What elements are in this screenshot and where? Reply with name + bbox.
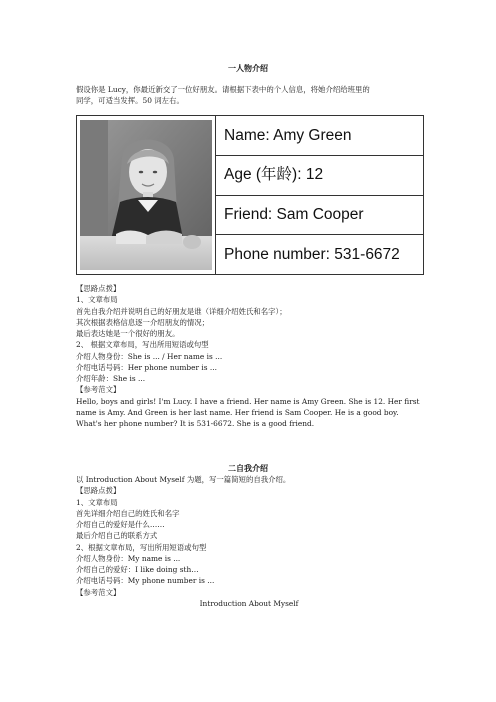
guide-line: 【参考范文】 — [76, 587, 121, 597]
guide-line: 【参考范文】 — [76, 385, 121, 395]
guide-line: 1、文章布局 — [76, 497, 118, 507]
phone-row: Phone number: 531-6672 — [224, 245, 400, 263]
section2-body — [76, 474, 422, 609]
info-table — [216, 116, 423, 274]
section2-title: 二自我介绍 — [228, 463, 268, 473]
guide-line: 介绍自己的爱好是什么…… — [76, 520, 165, 529]
reference-essay: Hello, boys and girls! I'm Lucy. I have a friend. Her name is Amy Green. She is 12. Her first name is Amy. And Green is her last name. Her friend is Sam Cooper. He is a good boy. What's her phone number? It is 531-6672. She is a good friend. — [76, 396, 420, 428]
guide-line: 1、文章布局 — [76, 295, 118, 305]
photo-cell — [77, 116, 216, 274]
friend-row: Friend: Sam Cooper — [216, 196, 423, 236]
guide-line: 介绍年龄：She is ... — [76, 374, 146, 383]
guide-line: 【思路点拨】 — [76, 486, 121, 496]
guide-line: 介绍人物身份：My name is ... — [76, 553, 181, 563]
essay-title: Introduction About Myself — [199, 598, 299, 608]
guide-line: 介绍电话号码：Her phone number is ... — [76, 362, 217, 372]
age-row: Age (年龄): 12 — [216, 156, 423, 196]
guide-line: 其次根据表格信息逐一介绍朋友的情况； — [76, 317, 210, 327]
guide-line: 【思路点拨】 — [76, 284, 121, 293]
guide-line: 首先自我介绍并说明自己的好朋友是谁（详细介绍姓氏和名字）； — [76, 306, 287, 316]
guide-line: 介绍人物身份：She is ... / Her name is ... — [76, 351, 223, 361]
guide-line: 介绍自己的爱好：I like doing sth… — [76, 565, 199, 574]
girl-photo — [80, 120, 212, 270]
guide-line: 最后介绍自己的联系方式 — [76, 531, 158, 541]
guide-line: 介绍电话号码：My phone number is ... — [76, 576, 215, 586]
guide-line: 首先详细介绍自己的姓氏和名字 — [76, 508, 180, 518]
section1-prompt — [76, 84, 422, 107]
name-row: Name: Amy Green — [216, 116, 423, 156]
guide-line: 2、 根据文章布局，写出所用短语或句型 — [76, 340, 209, 350]
guide-line: 2、根据文章布局，写出所用短语或句型 — [76, 542, 207, 552]
guide-line: 最后表达她是一个很好的朋友。 — [76, 329, 180, 338]
section1-title: 一人物介绍 — [228, 63, 268, 73]
prompt-line: 同学，可适当发挥。50 词左右。 — [76, 96, 184, 106]
section1-guide — [76, 283, 422, 429]
prompt-line: 假设你是 Lucy，你最近新交了一位好朋友。请根据下表中的个人信息，将她介绍给班里的 — [76, 85, 370, 94]
section2-prompt: 以 Introduction About Myself 为题，写一篇简短的自我介绍。 — [76, 475, 291, 484]
profile-card — [76, 115, 424, 275]
